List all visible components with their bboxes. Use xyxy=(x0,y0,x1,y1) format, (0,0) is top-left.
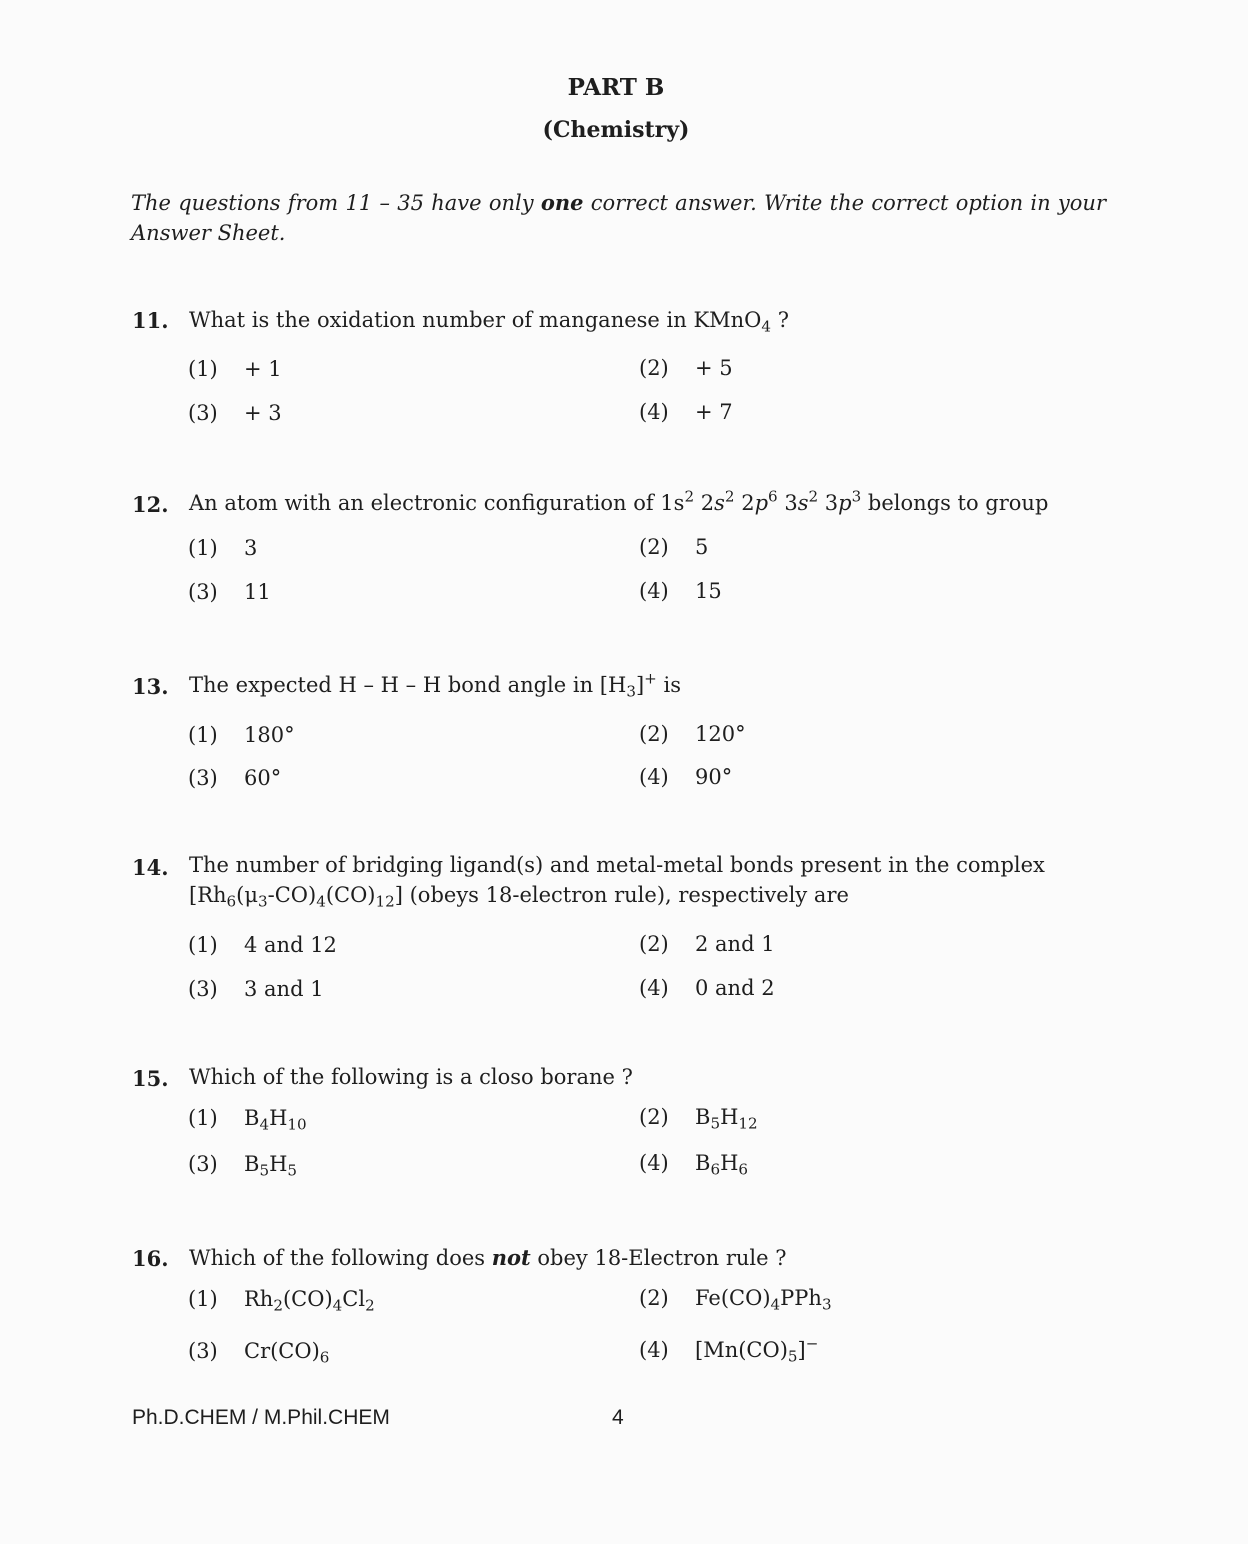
option: (1) 180° xyxy=(188,723,295,747)
option: (3) 60° xyxy=(188,766,282,790)
option: (2) 2 and 1 xyxy=(639,932,775,956)
option: (1) 3 xyxy=(188,536,258,560)
question-text: The expected H – H – H bond angle in $[H_3]^+$ is xyxy=(189,669,681,701)
option: (3) 3 and 1 xyxy=(188,977,324,1001)
option: (3) 11 xyxy=(188,580,271,604)
option: (4) 0 and 2 xyxy=(639,976,775,1000)
option: (4) 15 xyxy=(639,579,722,603)
instructions: The questions from 11 – 35 have only one correct answer. Write the correct option in your Answer Sheet. xyxy=(131,190,1106,245)
question-number: 15. xyxy=(132,1066,169,1091)
question-number: 14. xyxy=(132,855,169,880)
question-number: 12. xyxy=(132,492,169,517)
question-text: An atom with an electronic configuration of $1s^2$ $2s^2$ $2p^6$ $3s^2$ $3p^3$ belongs to group xyxy=(189,487,1049,515)
option: (3) + 3 xyxy=(188,401,282,425)
question-text: What is the oxidation number of manganese in KMnO$_4$ ? xyxy=(189,308,789,336)
question-number: 11. xyxy=(132,308,169,333)
option: (4) 90° xyxy=(639,765,733,789)
option: (2) 5 xyxy=(639,535,709,559)
option: (1) $B_4H_{10}$ xyxy=(188,1106,307,1134)
question-text: Which of the following is a closo borane ? xyxy=(189,1065,633,1089)
page-number: 4 xyxy=(612,1406,624,1429)
option: (1) + 1 xyxy=(188,357,282,381)
question-text: The number of bridging ligand(s) and metal-metal bonds present in the complex $[Rh_6(\mu_3-CO)_4(CO)_{12}]$ (obeys 18-electron rule), respectively are xyxy=(189,853,1045,911)
option: (4) + 7 xyxy=(639,400,733,424)
option: (2) $Fe(CO)_4PPh_3$ xyxy=(639,1286,832,1314)
option: (2) $B_5H_{12}$ xyxy=(639,1105,758,1133)
option: (2) + 5 xyxy=(639,356,733,380)
subject-title: (Chemistry) xyxy=(542,117,690,143)
option: (2) 120° xyxy=(639,722,746,746)
option: (3) $Cr(CO)_6$ xyxy=(188,1339,330,1367)
option: (4) $[Mn(CO)_5]^-$ xyxy=(639,1334,819,1366)
option: (3) $B_5H_5$ xyxy=(188,1152,298,1180)
question-number: 13. xyxy=(132,674,169,699)
option: (1) 4 and 12 xyxy=(188,933,337,957)
part-title: PART B xyxy=(567,74,665,101)
question-number: 16. xyxy=(132,1246,169,1271)
footer-course-code: Ph.D.CHEM / M.Phil.CHEM xyxy=(132,1406,390,1429)
option: (1) $Rh_2(CO)_4Cl_2$ xyxy=(188,1287,375,1315)
question-text: Which of the following does not obey 18-Electron rule ? xyxy=(189,1245,787,1270)
option: (4) $B_6H_6$ xyxy=(639,1151,749,1179)
